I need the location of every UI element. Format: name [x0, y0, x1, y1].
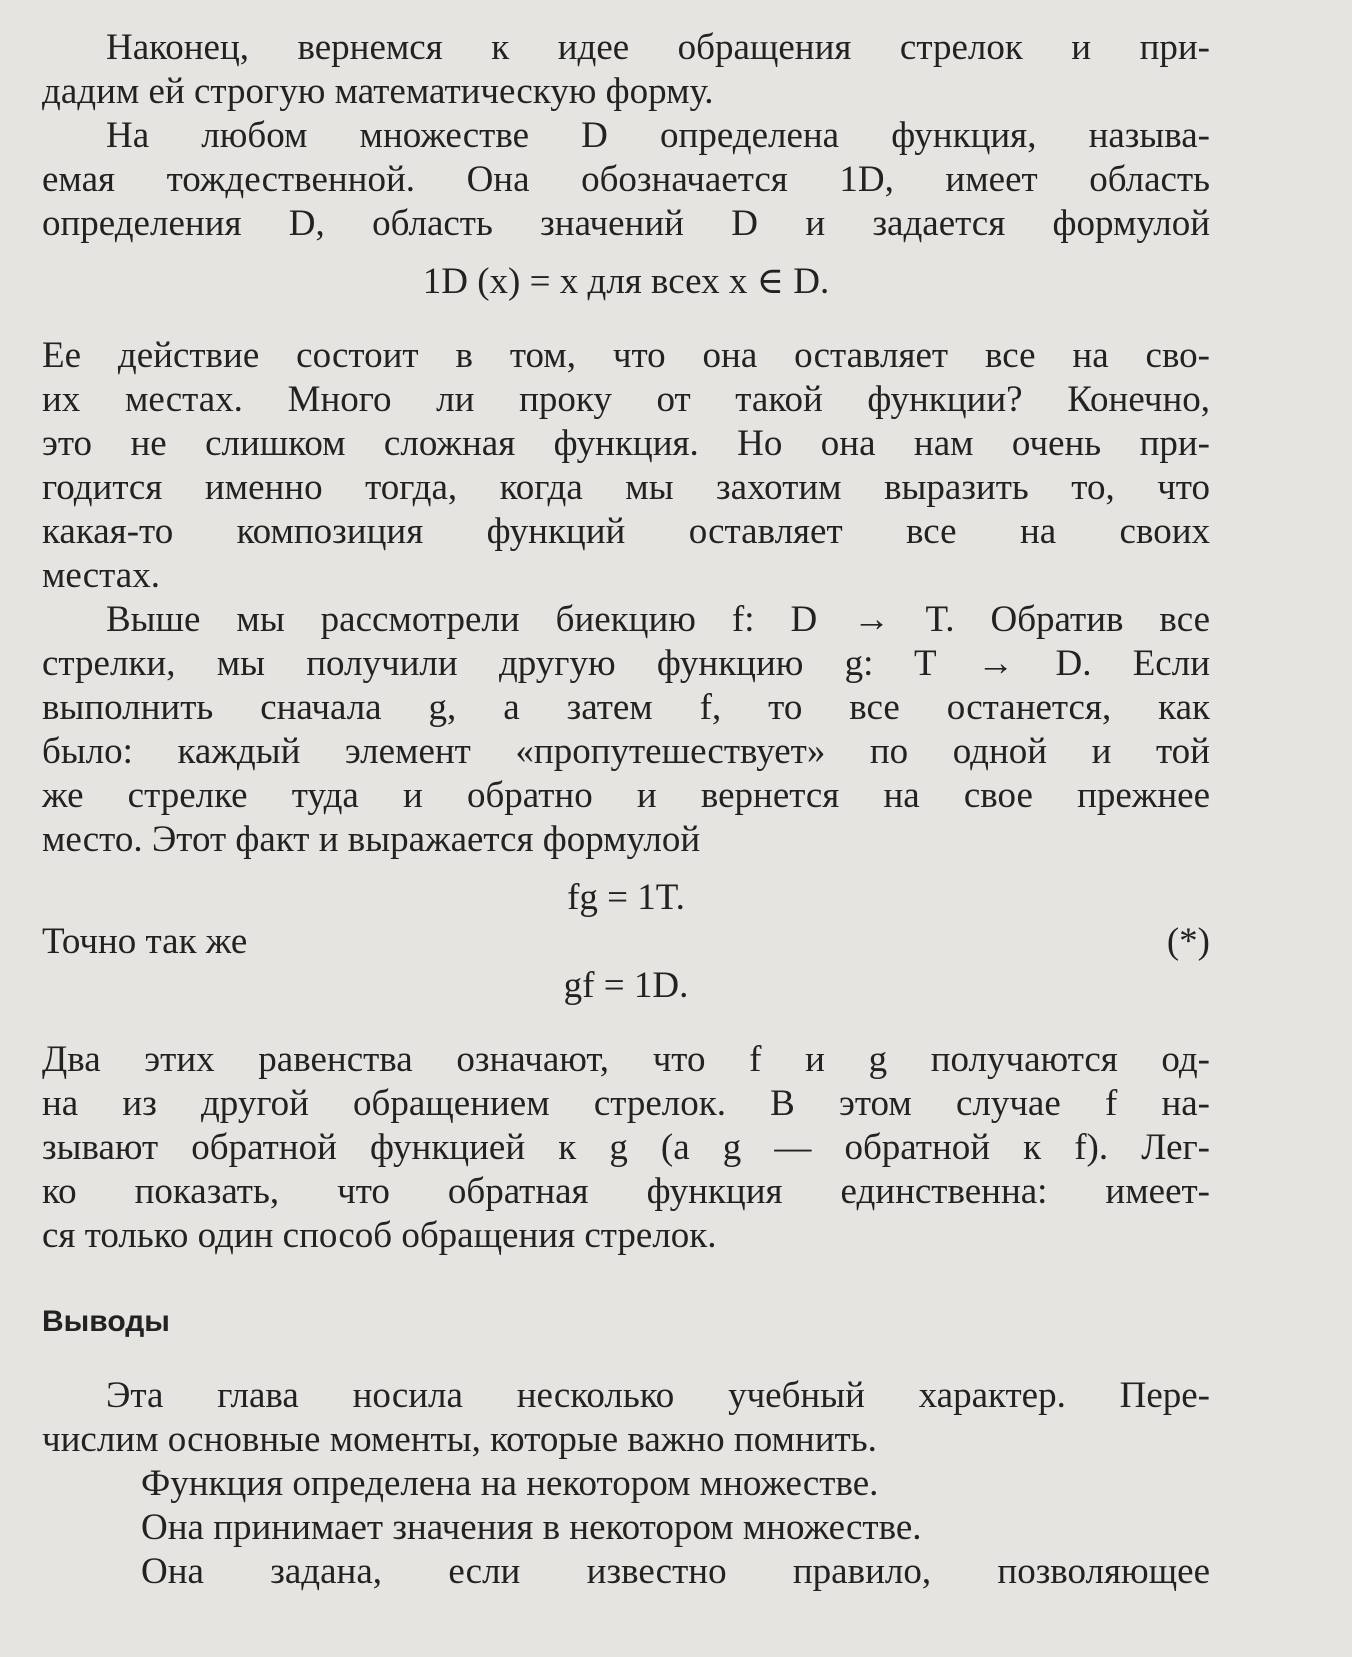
- text-line: их местах. Много ли проку от такой функции? Конечно,: [42, 379, 1210, 420]
- formula-identity: 1D (x) = x для всех x ∈ D.: [422, 261, 830, 302]
- formula-tag: (*): [1166, 921, 1210, 962]
- formula-gf: gf = 1D.: [563, 965, 689, 1006]
- paragraph-inverse-function: [42, 1038, 1210, 1258]
- text-line: стрелки, мы получили другую функцию g: T → D. Если: [42, 643, 1210, 684]
- text-line: Наконец, вернемся к идее обращения стрелок и при-: [106, 27, 1210, 68]
- text-line: же стрелке туда и обратно и вернется на свое прежнее: [42, 775, 1210, 816]
- text-line: числим основные моменты, которые важно помнить.: [42, 1419, 877, 1460]
- list-item: Она принимает значения в некотором множестве.: [141, 1507, 922, 1548]
- text-line: выполнить сначала g, а затем f, то все останется, как: [42, 687, 1210, 728]
- text-line: емая тождественной. Она обозначается 1D, имеет область: [42, 159, 1210, 200]
- text-line: местах.: [42, 555, 160, 596]
- paragraph-summary: [42, 1374, 1210, 1462]
- text-line: Выше мы рассмотрели биекцию f: D → T. Обратив все: [106, 599, 1210, 640]
- text-line: На любом множестве D определена функция, называ-: [106, 115, 1210, 156]
- text-line: ко показать, что обратная функция единственна: имеет-: [42, 1171, 1210, 1212]
- text-line: определения D, область значений D и задается формулой: [42, 203, 1210, 244]
- text-line: зывают обратной функцией к g (а g — обратной к f). Лег-: [42, 1127, 1210, 1168]
- section-heading: Выводы: [42, 1305, 170, 1338]
- text-line: Ее действие состоит в том, что она оставляет все на сво-: [42, 335, 1210, 376]
- list-item: Она задана, если известно правило, позволяющее: [141, 1551, 1210, 1592]
- summary-list: [42, 1462, 1210, 1594]
- paragraph-identity-function: [42, 114, 1210, 246]
- formula-block-inverse: [42, 876, 1210, 1008]
- text-line: дадим ей строгую математическую форму.: [42, 71, 714, 112]
- text-line: это не слишком сложная функция. Но она нам очень при-: [42, 423, 1210, 464]
- text-line: место. Этот факт и выражается формулой: [42, 819, 701, 860]
- text-line: Два этих равенства означают, что f и g получаются од-: [42, 1039, 1210, 1080]
- text-line: на из другой обращением стрелок. В этом случае f на-: [42, 1083, 1210, 1124]
- formula-fg: fg = 1T.: [567, 877, 685, 918]
- formula-left-text: Точно так же: [42, 921, 248, 962]
- text-line: ся только один способ обращения стрелок.: [42, 1215, 717, 1256]
- text-line: было: каждый элемент «пропутешествует» по одной и той: [42, 731, 1210, 772]
- list-item: Функция определена на некотором множестве.: [141, 1463, 879, 1504]
- text-line: какая-то композиция функций оставляет все на своих: [42, 511, 1210, 552]
- paragraph-identity-action: [42, 334, 1210, 598]
- text-line: годится именно тогда, когда мы захотим выразить то, что: [42, 467, 1210, 508]
- text-line: Эта глава носила несколько учебный характер. Пере-: [106, 1375, 1210, 1416]
- paragraph-reverse-arrows: [42, 26, 1210, 114]
- paragraph-bijection: [42, 598, 1210, 862]
